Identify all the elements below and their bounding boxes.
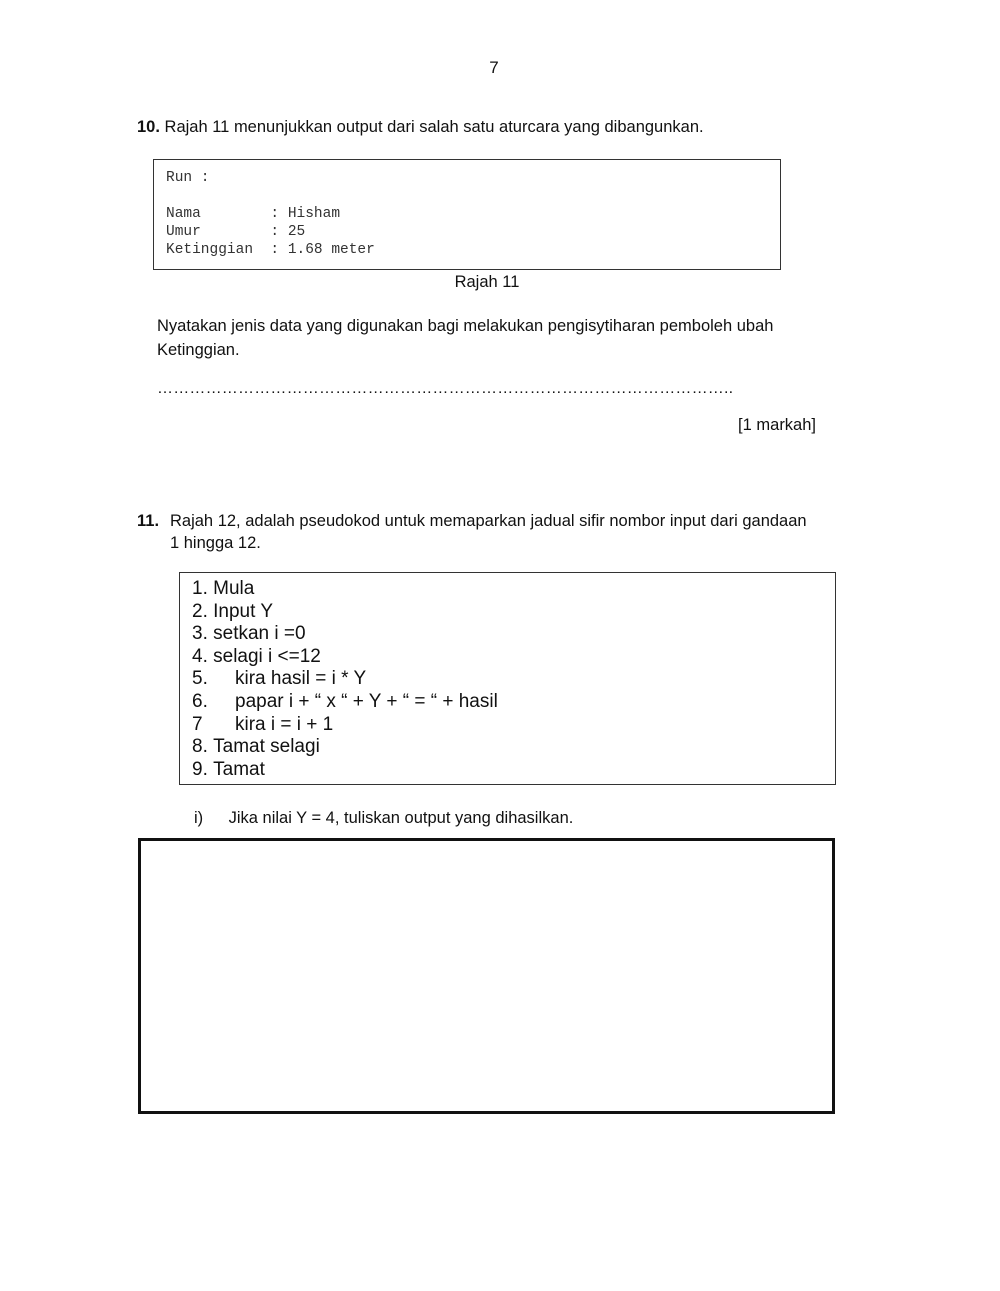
line-text: selagi i <=12 bbox=[213, 645, 321, 667]
pseudocode-line bbox=[192, 646, 823, 669]
line-number: 5. bbox=[192, 668, 208, 690]
pseudocode-line bbox=[192, 759, 823, 782]
line-number: 4. bbox=[192, 645, 214, 667]
answer-line[interactable]: …………………………………………………………………………………………….. bbox=[157, 380, 734, 397]
question-11-number: 11. bbox=[137, 512, 160, 530]
line-number: 8. bbox=[192, 736, 214, 758]
code-line: Umur : 25 bbox=[166, 224, 306, 240]
pseudocode-line bbox=[192, 668, 823, 691]
line-text: Tamat selagi bbox=[213, 736, 320, 758]
figure-caption-rajah-11: Rajah 11 bbox=[454, 273, 520, 291]
line-number: 9. bbox=[192, 758, 214, 780]
line-text: Mula bbox=[213, 578, 255, 599]
line-text: papar i + “ x “ + Y + “ = “ + hasil bbox=[235, 690, 498, 712]
line-number: 2. bbox=[192, 600, 214, 622]
pseudocode-line bbox=[192, 691, 823, 714]
sub-question-i bbox=[194, 809, 573, 828]
pseudocode-line bbox=[192, 714, 823, 737]
code-line: Nama : Hisham bbox=[166, 206, 341, 222]
question-10 bbox=[137, 118, 704, 137]
question-10-number: 10. bbox=[137, 118, 160, 136]
program-output-box bbox=[153, 159, 781, 270]
code-line: Ketinggian : 1.68 meter bbox=[166, 242, 375, 258]
line-number: 1. bbox=[192, 578, 214, 599]
answer-box[interactable] bbox=[138, 838, 835, 1114]
line-text: Input Y bbox=[213, 600, 273, 622]
pseudocode-line bbox=[192, 623, 823, 646]
pseudocode-line bbox=[192, 736, 823, 759]
code-line bbox=[166, 187, 768, 205]
question-11 bbox=[137, 510, 810, 554]
sub-question-text: Jika nilai Y = 4, tuliskan output yang dihasilkan. bbox=[228, 809, 574, 827]
line-text: kira i = i + 1 bbox=[235, 713, 334, 735]
pseudocode-box bbox=[179, 572, 836, 785]
line-number: 7 bbox=[192, 713, 203, 735]
line-text: Tamat bbox=[213, 758, 265, 780]
pseudocode-line bbox=[192, 578, 823, 601]
line-text: setkan i =0 bbox=[213, 623, 306, 645]
question-10-instruction: Nyatakan jenis data yang digunakan bagi melakukan pengisytiharan pemboleh ubah Ketinggian. bbox=[157, 317, 774, 359]
pseudocode-line bbox=[192, 601, 823, 624]
code-line: Run : bbox=[166, 170, 210, 186]
question-10-text: Rajah 11 menunjukkan output dari salah satu aturcara yang dibangunkan. bbox=[164, 118, 704, 136]
question-11-text: Rajah 12, adalah pseudokod untuk memaparkan jadual sifir nombor input dari gandaan 1 hingga 12. bbox=[170, 512, 807, 552]
sub-question-label: i) bbox=[194, 809, 204, 827]
line-text: kira hasil = i * Y bbox=[235, 668, 367, 690]
line-number: 3. bbox=[192, 623, 214, 645]
page-number: 7 bbox=[489, 58, 499, 77]
line-number: 6. bbox=[192, 690, 208, 712]
marks-label: [1 markah] bbox=[738, 416, 816, 434]
